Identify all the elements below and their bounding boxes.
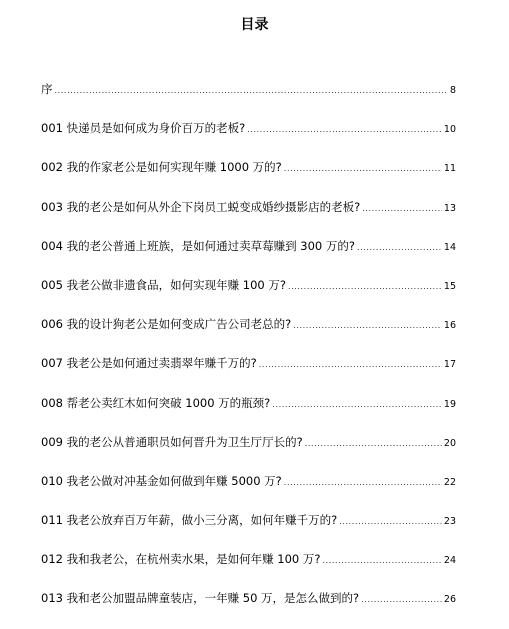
- toc-page-number: 14: [443, 241, 456, 253]
- toc-page-number: 11: [443, 163, 456, 175]
- toc-entry[interactable]: [41, 550, 456, 589]
- toc-entry-title: 005 我老公做非遗食品，如何实现年赚 100 万?: [41, 277, 286, 292]
- toc-entry-title: 007 我老公是如何通过卖翡翠年赚千万的?: [41, 356, 257, 371]
- toc-page-number: 23: [443, 516, 456, 528]
- toc-page-number: 20: [443, 437, 456, 449]
- toc-page-number: 15: [443, 280, 456, 292]
- dot-leader: [357, 239, 442, 257]
- dot-leader: [305, 435, 442, 453]
- toc-page-number: 24: [443, 555, 456, 567]
- dot-leader: [361, 591, 442, 609]
- toc-entry[interactable]: [41, 472, 456, 511]
- toc-page-number: 19: [443, 398, 456, 410]
- toc-entry-title: 006 我的设计狗老公是如何变成广告公司老总的?: [41, 317, 292, 332]
- dot-leader: [247, 121, 442, 139]
- toc-entry[interactable]: [41, 237, 456, 276]
- toc-entry-title: 012 我和我老公，在杭州卖水果，是如何年赚 100 万?: [41, 552, 321, 567]
- toc-page-number: 17: [443, 359, 456, 371]
- toc-page-number: 10: [443, 124, 456, 136]
- dot-leader: [288, 278, 442, 296]
- toc-entry-title: 010 我老公做对冲基金如何做到年赚 5000 万?: [41, 473, 282, 488]
- dot-leader: [259, 356, 442, 374]
- toc-entry[interactable]: [41, 433, 456, 472]
- dot-leader: [284, 160, 442, 178]
- dot-leader: [322, 552, 441, 570]
- toc-entry-title: 011 我老公放弃百万年薪，做小三分离，如何年赚千万的?: [41, 513, 338, 528]
- toc-page-number: 26: [443, 594, 456, 606]
- table-of-contents: [41, 80, 456, 629]
- toc-entry-title: 001 快递员是如何成为身价百万的老板?: [41, 121, 246, 136]
- toc-entry-title: 004 我的老公普通上班族，是如何通过卖草莓赚到 300 万的?: [41, 238, 355, 253]
- toc-entry-title: 009 我的老公从普通职员如何晋升为卫生厅厅长的?: [41, 434, 303, 449]
- toc-entry-title: 序: [41, 82, 53, 96]
- toc-entry[interactable]: [41, 511, 456, 550]
- page-title: 目录: [240, 17, 269, 33]
- dot-leader: [284, 474, 442, 492]
- toc-entry-title: 003 我的老公是如何从外企下岗员工蜕变成婚纱摄影店的老板?: [41, 199, 361, 214]
- toc-entry-title: 002 我的作家老公是如何实现年赚 1000 万的?: [41, 160, 282, 175]
- toc-entry[interactable]: [41, 119, 456, 158]
- dot-leader: [293, 317, 442, 335]
- toc-page-number: 16: [443, 320, 456, 332]
- toc-entry[interactable]: [41, 276, 456, 315]
- dot-leader: [362, 200, 442, 218]
- toc-entry[interactable]: [41, 394, 456, 433]
- dot-leader: [272, 396, 442, 414]
- toc-entry[interactable]: [41, 158, 456, 197]
- toc-entry-title: 013 我和老公加盟品牌童装店，一年赚 50 万，是怎么做到的?: [41, 591, 360, 606]
- toc-entry[interactable]: [41, 589, 456, 628]
- toc-entry[interactable]: [41, 198, 456, 237]
- toc-page-number: 13: [443, 202, 456, 214]
- toc-entry[interactable]: [41, 354, 456, 393]
- dot-leader: [55, 82, 448, 100]
- toc-entry[interactable]: [41, 80, 456, 119]
- toc-entry-title: 008 帮老公卖红木如何突破 1000 万的瓶颈?: [41, 395, 271, 410]
- toc-page-number: 22: [443, 476, 456, 488]
- toc-page-number: 8: [449, 85, 456, 96]
- dot-leader: [339, 513, 442, 531]
- toc-entry[interactable]: [41, 315, 456, 354]
